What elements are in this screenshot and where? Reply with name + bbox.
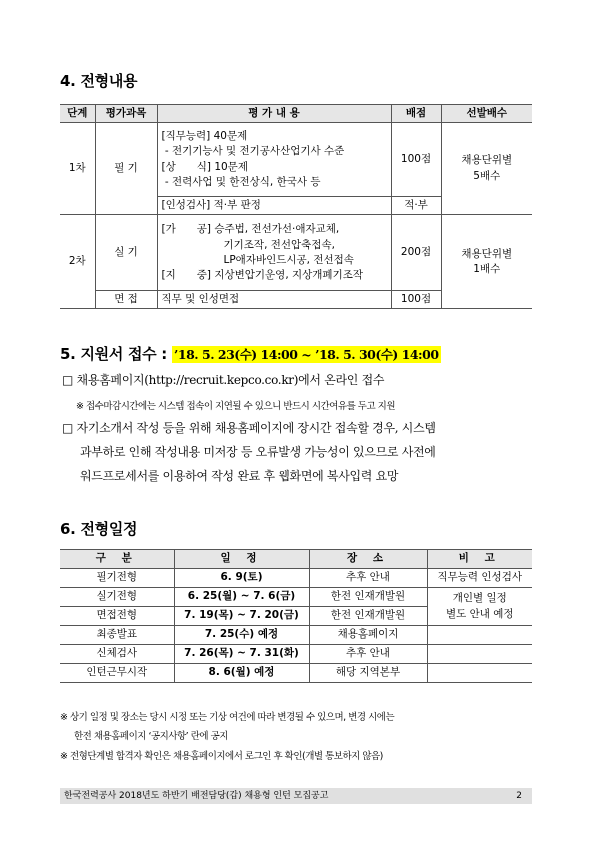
type-cell: 면접전형 (60, 607, 174, 626)
table-header-row (60, 550, 532, 569)
remark-line: 개인별 일정 (452, 592, 507, 605)
type-cell: 최종발표 (60, 626, 174, 645)
place-cell: 한전 인재개발원 (309, 607, 427, 626)
table-row (60, 588, 532, 607)
personality-score-cell: 적·부 (391, 197, 441, 215)
footer-text: 한국전력공사 2018년도 하반기 배전담당(갑) 채용형 인턴 모집공고 (64, 791, 329, 801)
content-line: - 전력사업 및 한전상식, 한국사 등 (161, 175, 321, 188)
selection-content-table (60, 104, 532, 309)
type-cell: 필기전형 (60, 569, 174, 588)
content-line: - 전기기능사 및 전기공사산업기사 수준 (161, 145, 345, 158)
item-line: 과부하로 인해 작성내용 미저장 등 오류발생 가능성이 있으므로 사전에 (80, 445, 436, 459)
type-cell: 인턴근무시작 (60, 664, 174, 683)
subject-cell: 필 기 (95, 123, 157, 215)
item-line: 워드프로세서를 이용하여 작성 완료 후 웹화면에 복사입력 요망 (80, 469, 399, 483)
remark-cell (427, 588, 532, 626)
table-row (60, 664, 532, 683)
stage-cell: 1차 (60, 123, 95, 215)
score-cell: 200점 (391, 215, 441, 291)
note-line: ※ 상기 일정 및 장소는 당시 시정 또는 기상 여건에 따라 변경될 수 있으며, 변경 시에는 (60, 712, 395, 723)
header-subject: 평가과목 (95, 105, 157, 123)
item-line: □ 자기소개서 작성 등을 위해 채용홈페이지에 장시간 접속할 경우, 시스템 (62, 421, 436, 435)
content-line: LP애자바인드시공, 전선접속 (223, 253, 354, 266)
score-cell: 100점 (391, 123, 441, 197)
note-deadline: ※ 접수마감시간에는 시스템 접속이 지연될 수 있으니 반드시 시간여유를 두고 지원 (76, 401, 395, 412)
date-cell: 7. 25(수) 예정 (174, 626, 309, 645)
date-cell: 7. 19(목) ~ 7. 20(금) (174, 607, 309, 626)
content-line: [직무능력] 40문제 (161, 130, 248, 143)
type-cell: 신체검사 (60, 645, 174, 664)
subject-cell: 면 접 (95, 291, 157, 309)
remark-cell: 직무능력 인성검사 (427, 569, 532, 588)
section6-title: 6. 전형일정 (60, 520, 138, 538)
page-number: 2 (516, 791, 522, 801)
place-cell: 한전 인재개발원 (309, 588, 427, 607)
table-row (60, 626, 532, 645)
content-line: [상 식] 10문제 (161, 160, 248, 173)
table-row (60, 645, 532, 664)
table-row (60, 215, 532, 291)
header-content: 평 가 내 용 (157, 105, 391, 123)
multiple-line: 채용단위별 (461, 247, 513, 260)
content-line: [가 공] 승주법, 전선가선·애자교체, (161, 223, 340, 236)
header-place: 장 소 (309, 550, 427, 569)
place-cell: 해당 지역본부 (309, 664, 427, 683)
subject-cell: 실 기 (95, 215, 157, 291)
multiple-line: 채용단위별 (461, 154, 513, 167)
multiple-cell (441, 215, 532, 309)
header-multiple: 선발배수 (441, 105, 532, 123)
place-cell: 추후 안내 (309, 645, 427, 664)
multiple-line: 5배수 (473, 169, 501, 182)
header-type: 구 분 (60, 550, 174, 569)
item-cover-letter (62, 416, 532, 488)
date-cell: 8. 6(월) 예정 (174, 664, 309, 683)
header-score: 배점 (391, 105, 441, 123)
date-cell: 6. 9(토) (174, 569, 309, 588)
header-remark: 비 고 (427, 550, 532, 569)
header-date: 일 정 (174, 550, 309, 569)
note-schedule-change (60, 708, 540, 746)
score-cell: 100점 (391, 291, 441, 309)
note-line: 한전 채용홈페이지 ‘공지사항’ 란에 공지 (74, 731, 228, 742)
remark-line: 별도 안내 예정 (445, 607, 514, 620)
personality-cell: [인성검사] 적·부 판정 (157, 197, 391, 215)
table-row (60, 569, 532, 588)
remark-cell (427, 645, 532, 664)
note-result-check: ※ 전형단계별 합격자 확인은 채용홈페이지에서 로그인 후 확인(개별 통보하지 않음) (60, 751, 383, 762)
schedule-table (60, 549, 532, 683)
section5-heading (60, 343, 441, 364)
multiple-line: 1배수 (473, 262, 501, 275)
content-cell (157, 215, 391, 291)
header-stage: 단계 (60, 105, 95, 123)
place-cell: 채용홈페이지 (309, 626, 427, 645)
remark-cell (427, 664, 532, 683)
content-cell (157, 123, 391, 197)
stage-cell: 2차 (60, 215, 95, 309)
section5-title: 5. 지원서 접수 : (60, 345, 167, 363)
content-line: [지 중] 지상변압기운영, 지상개폐기조작 (161, 268, 363, 281)
remark-cell (427, 626, 532, 645)
page-footer (60, 788, 532, 804)
place-cell: 추후 안내 (309, 569, 427, 588)
multiple-cell (441, 123, 532, 215)
date-cell: 6. 25(월) ~ 7. 6(금) (174, 588, 309, 607)
table-header-row (60, 105, 532, 123)
application-period: ’18. 5. 23(수) 14:00 ~ ’18. 5. 30(수) 14:00 (174, 347, 439, 362)
table-row (60, 123, 532, 197)
item-online-application: □ 채용홈페이지(http://recruit.kepco.co.kr)에서 온라인 접수 (62, 373, 385, 387)
content-line: 기기조작, 전선압축접속, (223, 238, 335, 251)
section4-title: 4. 전형내용 (60, 72, 138, 90)
date-cell: 7. 26(목) ~ 7. 31(화) (174, 645, 309, 664)
type-cell: 실기전형 (60, 588, 174, 607)
content-cell: 직무 및 인성면접 (157, 291, 391, 309)
